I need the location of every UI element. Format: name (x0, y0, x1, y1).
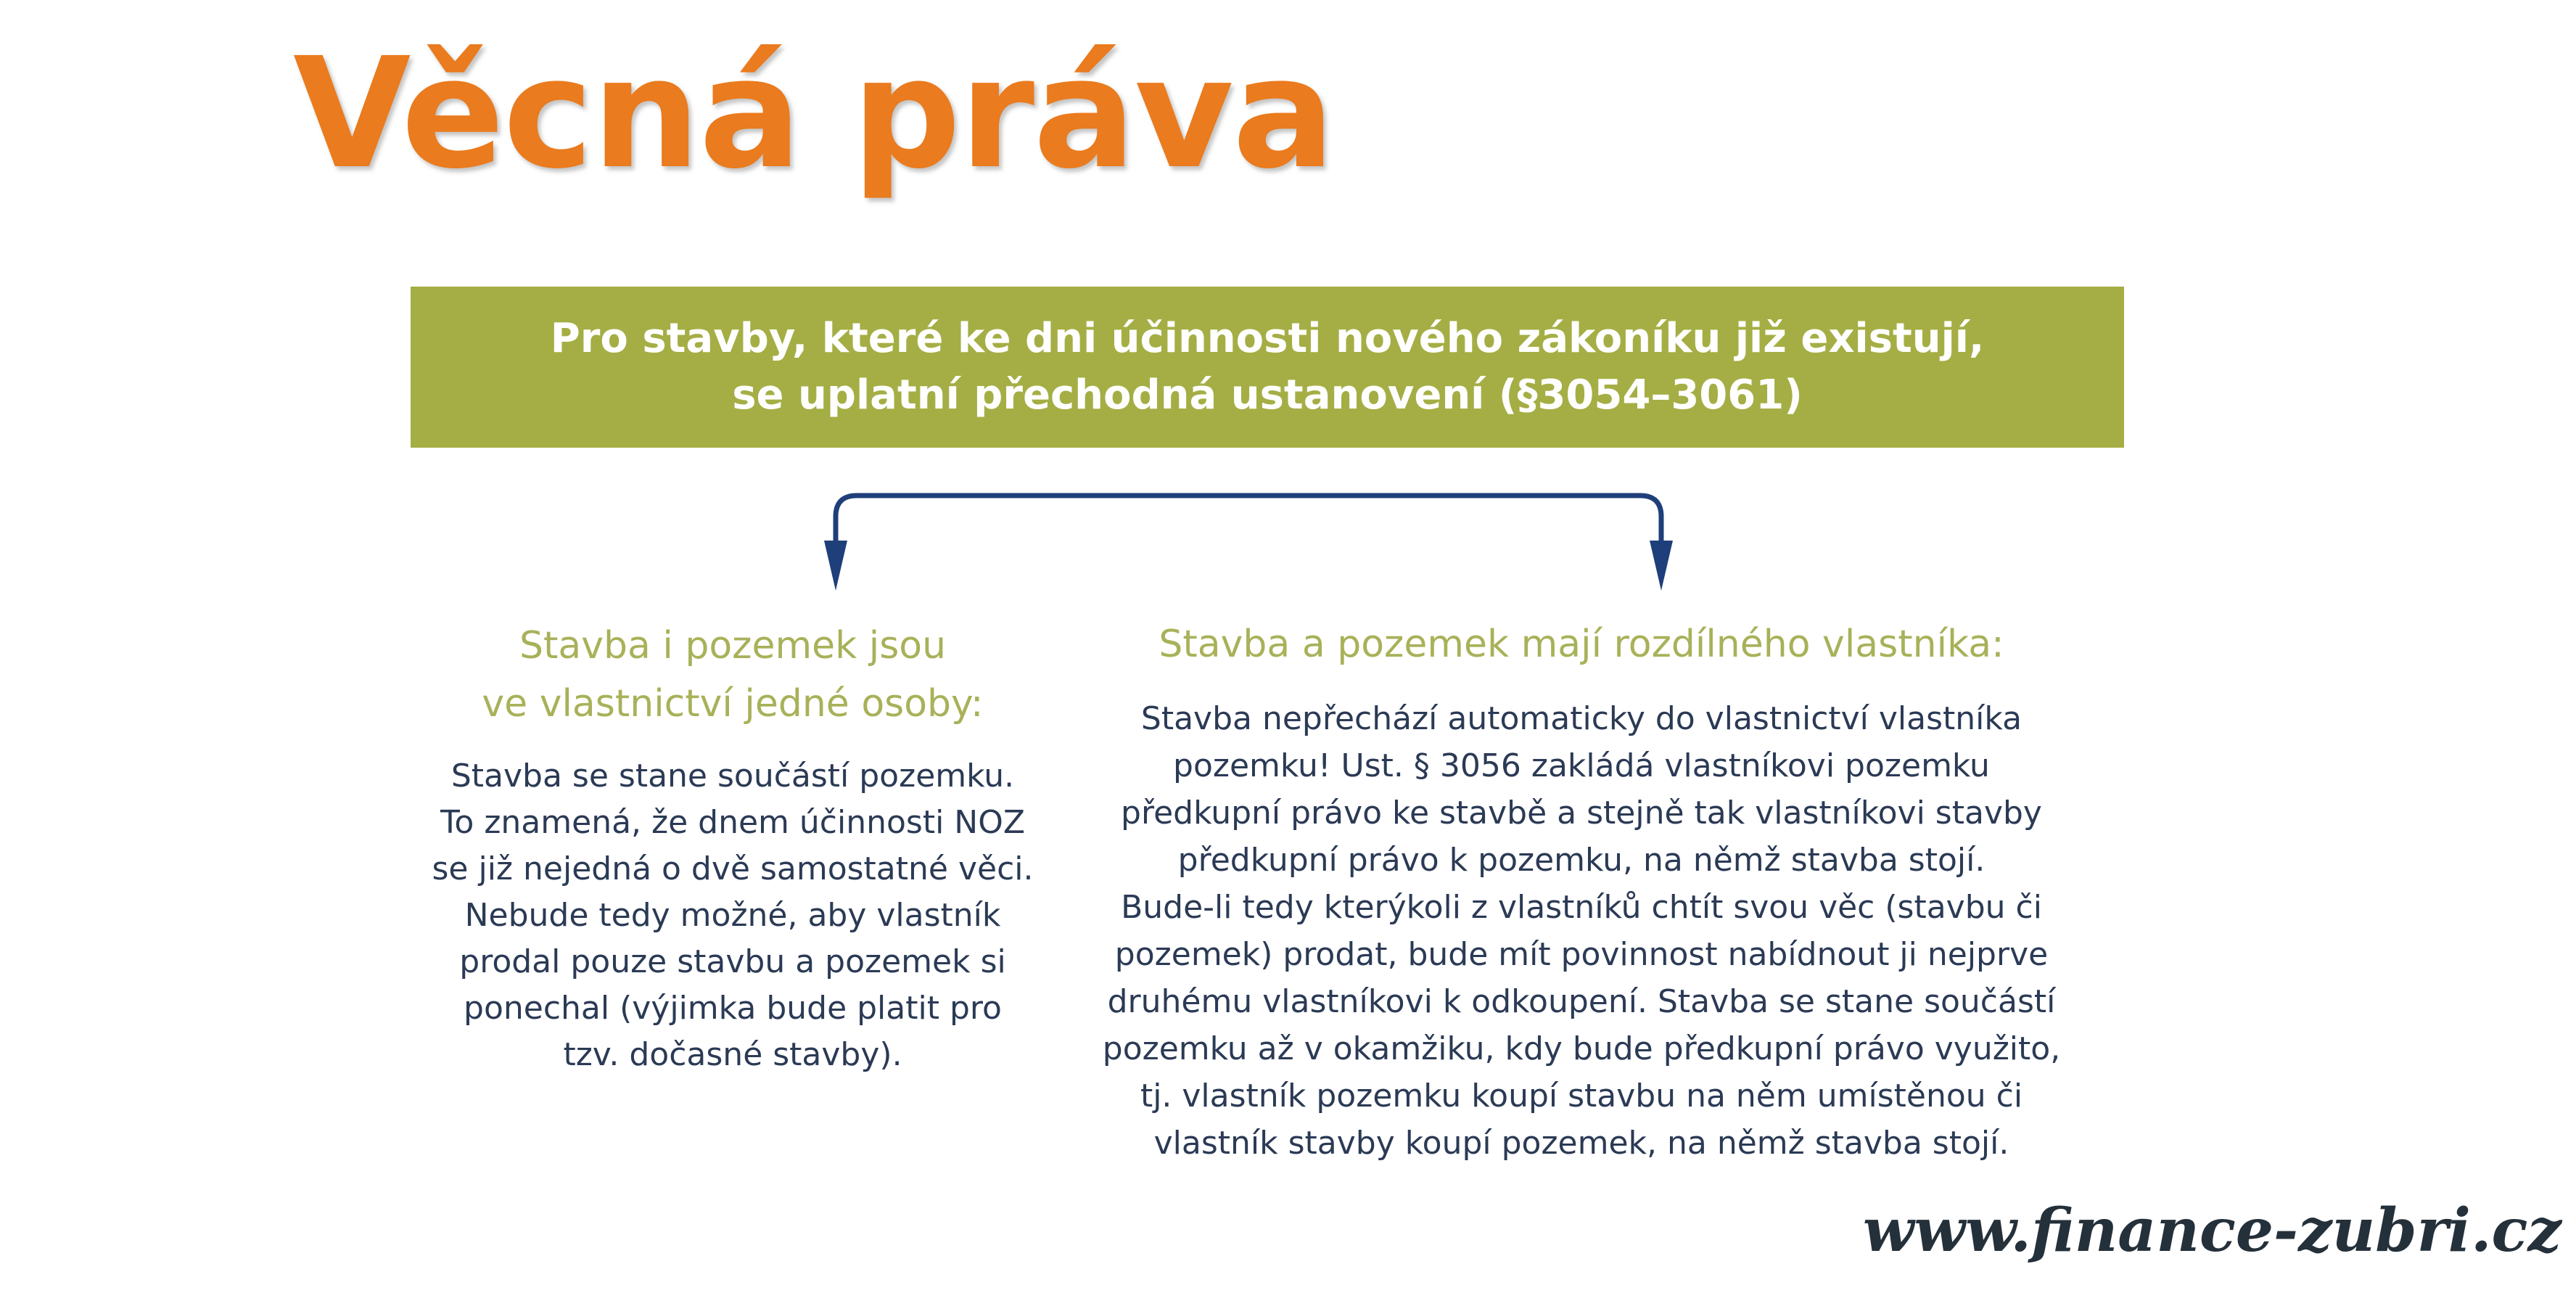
branch-right-text-line: pozemku až v okamžiku, kdy bude předkupní právo využito, (1102, 1030, 2061, 1067)
branch-right-heading (1088, 615, 2075, 673)
arrow-left-head (824, 541, 847, 591)
branch-right-text-line: předkupní právo k pozemku, na němž stavba stojí. (1177, 842, 1986, 879)
banner-line-1: Pro stavby, které ke dni účinnosti nového zákoníku již existují, (550, 315, 1985, 362)
branch-right-text-line: pozemku! Ust. § 3056 zakládá vlastníkovi pozemku (1173, 747, 1990, 784)
branch-right-text-line: tj. vlastník pozemku koupí stavbu na něm umístěnou či (1140, 1078, 2023, 1115)
branch-right-text-line: Stavba nepřechází automaticky do vlastnictví vlastníka (1140, 700, 2022, 737)
arrow-right-head (1650, 541, 1673, 591)
branch-right-heading-line-1: Stavba a pozemek mají rozdílného vlastníka: (1159, 623, 2004, 666)
branch-right-text-line: předkupní právo ke stavbě a stejně tak vlastníkovi stavby (1121, 795, 2042, 832)
branch-left-text-line: se již nejedná o dvě samostatné věci. (432, 850, 1034, 887)
branch-right-text-line: Bude-li tedy kterýkoli z vlastníků chtít svou věc (stavbu či (1121, 889, 2042, 926)
website-watermark: www.finance-zubri.cz (1862, 1196, 2561, 1265)
branch-right-text-line: pozemek) prodat, bude mít povinnost nabídnout ji nejprve (1114, 936, 2049, 973)
banner-line-2: se uplatní přechodná ustanovení (§3054–3061) (732, 372, 1803, 419)
page-title: Věcná práva (293, 25, 1334, 202)
branch-left-text-line: prodal pouze stavbu a pozemek si (459, 943, 1006, 980)
branch-left-text (406, 753, 1059, 1078)
branch-left-text-line: Nebude tedy možné, aby vlastník (464, 897, 1001, 934)
branch-left-text-line: Stavba se stane součástí pozemku. (450, 758, 1015, 795)
branch-left-heading (432, 617, 1034, 733)
branch-right-text-line: druhému vlastníkovi k odkoupení. Stavba se stane součástí (1107, 983, 2056, 1020)
branch-left-text-line: ponechal (výjimka bude platit pro (464, 990, 1002, 1027)
branch-connector-line (836, 496, 1661, 546)
branch-left-heading-line-1: Stavba i pozemek jsou (519, 624, 947, 668)
branch-left-text-line: To znamená, že dnem účinnosti NOZ (440, 804, 1025, 841)
branch-left-heading-line-2: ve vlastnictví jedné osoby: (482, 682, 984, 726)
branch-right-text (1074, 695, 2089, 1167)
branch-right-text-line: vlastník stavby koupí pozemek, na němž stavba stojí. (1153, 1125, 2009, 1162)
branch-left-text-line: tzv. dočasné stavby). (563, 1036, 902, 1073)
